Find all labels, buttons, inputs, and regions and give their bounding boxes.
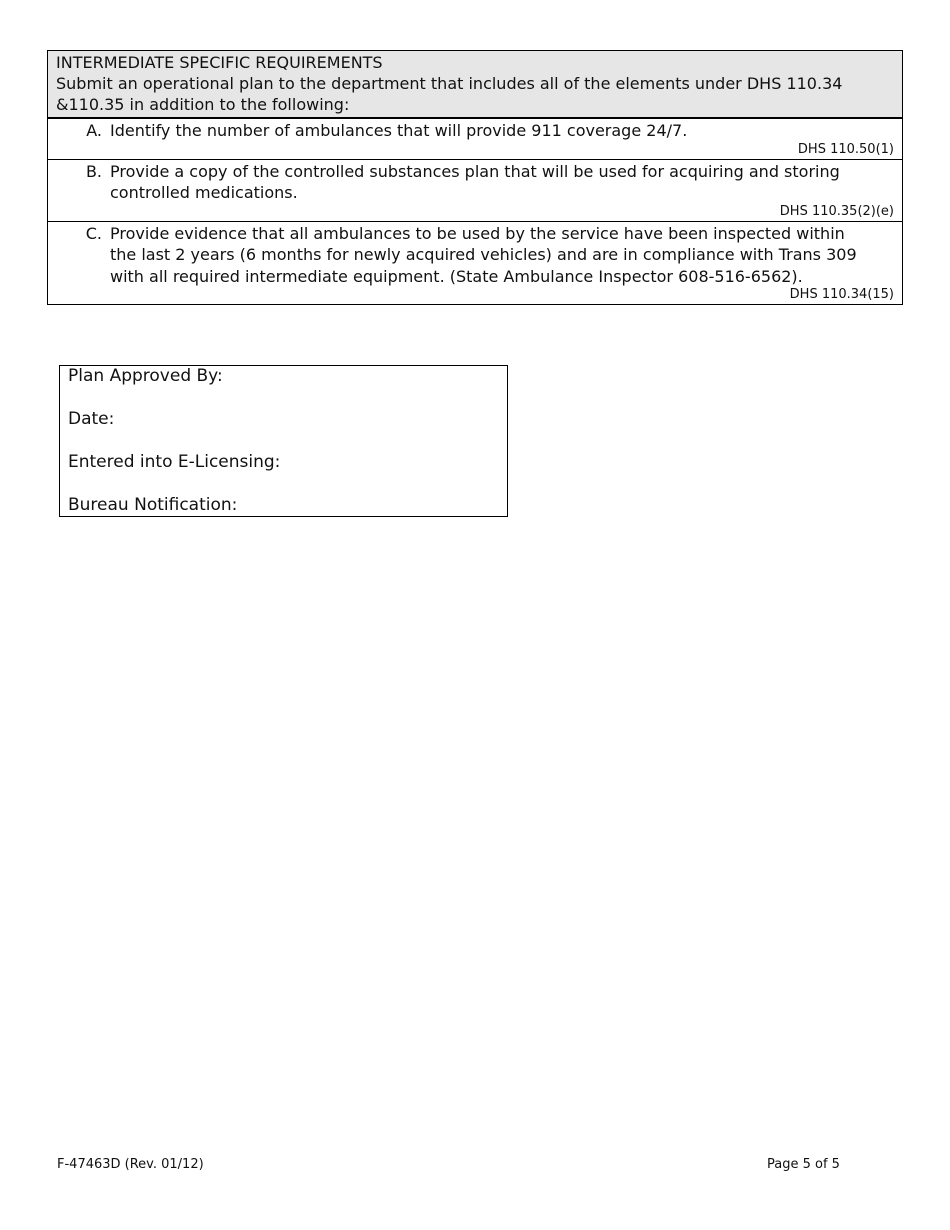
requirement-letter: B. bbox=[85, 161, 102, 181]
entered-elicensing-field[interactable]: Entered into E-Licensing: bbox=[68, 452, 281, 472]
requirement-text: controlled medications. bbox=[110, 183, 298, 202]
section-intro-line-1: Submit an operational plan to the department that includes all of the elements under DHS 110.34 bbox=[56, 74, 843, 93]
requirement-text: Provide evidence that all ambulances to be used by the service have been inspected within bbox=[110, 223, 845, 243]
requirement-letter: A. bbox=[86, 121, 102, 140]
requirement-row-a bbox=[48, 118, 902, 159]
requirements-header bbox=[48, 51, 902, 118]
requirements-table bbox=[47, 50, 903, 305]
section-intro-line-2: &110.35 in addition to the following: bbox=[56, 95, 350, 114]
requirement-text: the last 2 years (6 months for newly acquired vehicles) and are in compliance with Trans 309 bbox=[110, 245, 857, 264]
date-field[interactable]: Date: bbox=[68, 409, 115, 429]
requirement-row-c bbox=[48, 221, 902, 305]
requirement-reference: DHS 110.50(1) bbox=[797, 141, 894, 157]
approval-box bbox=[59, 365, 508, 517]
page-number: Page 5 of 5 bbox=[767, 1157, 840, 1172]
plan-approved-by-field[interactable]: Plan Approved By: bbox=[68, 366, 223, 386]
requirement-text: Identify the number of ambulances that will provide 911 coverage 24/7. bbox=[110, 121, 688, 140]
requirement-reference: DHS 110.34(15) bbox=[789, 287, 894, 302]
bureau-notification-field[interactable]: Bureau Notification: bbox=[68, 495, 238, 515]
requirement-letter: C. bbox=[85, 223, 102, 243]
section-title: INTERMEDIATE SPECIFIC REQUIREMENTS bbox=[56, 53, 383, 72]
requirement-row-b bbox=[48, 159, 902, 221]
requirement-text: Provide a copy of the controlled substances plan that will be used for acquiring and storing bbox=[110, 161, 840, 181]
form-number: F-47463D (Rev. 01/12) bbox=[57, 1157, 204, 1172]
requirement-reference: DHS 110.35(2)(e) bbox=[779, 203, 894, 219]
requirement-text: with all required intermediate equipment. (State Ambulance Inspector 608-516-6562). bbox=[110, 266, 803, 286]
